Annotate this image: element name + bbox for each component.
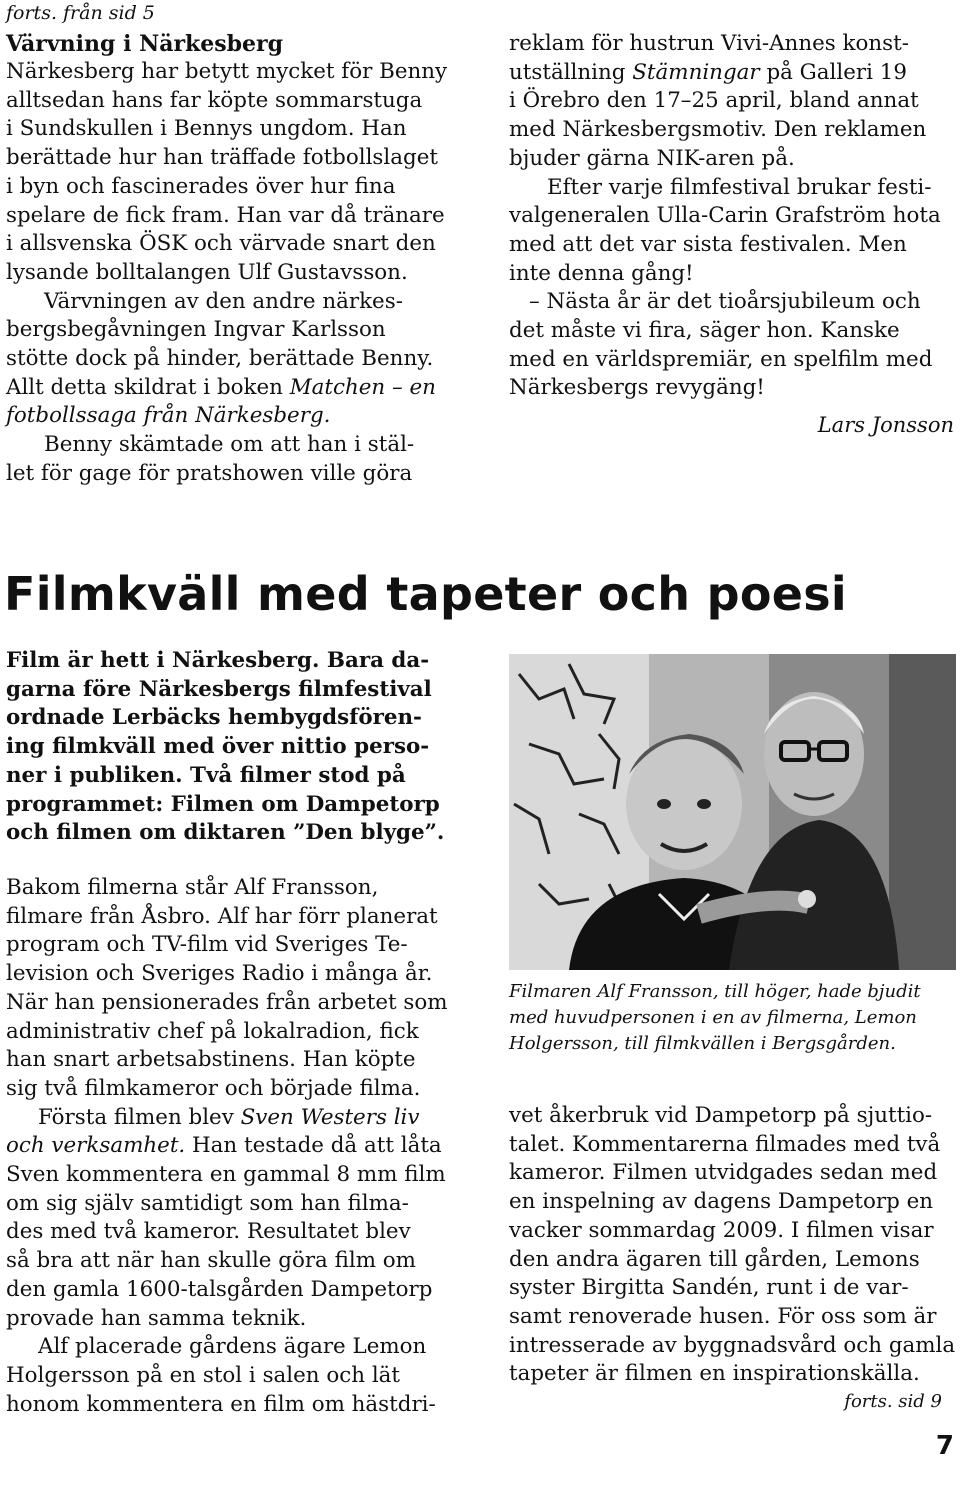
paragraph-line: bjuder gärna NIK-aren på. bbox=[509, 145, 795, 171]
paragraph-line: filmare från Åsbro. Alf har förr planerat bbox=[6, 903, 438, 929]
paragraph-line: Alf placerade gårdens ägare Lemon bbox=[38, 1334, 427, 1360]
bottom-right-column bbox=[509, 1102, 956, 1402]
lead-line: Film är hett i Närkesberg. Bara da- bbox=[6, 648, 430, 673]
paragraph-line: Efter varje filmfestival brukar festi- bbox=[547, 174, 932, 200]
paragraph-line: – Nästa år är det tioårsjubileum och bbox=[529, 289, 921, 315]
paragraph-line: program och TV-film vid Sveriges Te- bbox=[6, 932, 408, 958]
paragraph-line: bergsbegåvningen Ingvar Karlsson bbox=[6, 317, 386, 343]
paragraph-line bbox=[6, 1132, 442, 1161]
caption-line: Holgersson, till filmkvällen i Bergsgården. bbox=[509, 1033, 896, 1054]
paragraph-line: alltsedan hans far köpte sommarstuga bbox=[6, 87, 423, 113]
paragraph-line: När han pensionerades från arbetet som bbox=[6, 989, 448, 1015]
lead-line: ner i publiken. Två filmer stod på bbox=[6, 762, 406, 788]
film-title-continued: och verksamhet. bbox=[6, 1133, 186, 1159]
paragraph-line: stötte dock på hinder, berättade Benny. bbox=[6, 346, 434, 371]
paragraph-line: spelare de fick fram. Han var då tränare bbox=[6, 202, 445, 228]
paragraph-line bbox=[509, 59, 907, 88]
paragraph-line: intresserade av byggnadsvård och gamla bbox=[509, 1332, 956, 1358]
line-text: Allt detta skildrat i boken bbox=[6, 374, 290, 400]
paragraph-line: med att det var sista festivalen. Men bbox=[509, 231, 907, 257]
paragraph-line: i byn och fascinerades över hur fina bbox=[6, 173, 396, 199]
paragraph-line: valgeneralen Ulla-Carin Grafström hota bbox=[509, 203, 941, 229]
paragraph-line: det måste vi fira, säger hon. Kanske bbox=[509, 318, 900, 343]
line-text: utställning bbox=[509, 59, 633, 85]
paragraph-line: Närkesberg har betytt mycket för Benny bbox=[6, 59, 448, 84]
paragraph-line: med en världspremiär, en spelfilm med bbox=[509, 346, 933, 372]
paragraph-line: den gamla 1600-talsgården Dampetorp bbox=[6, 1276, 433, 1302]
paragraph-line: vet åkerbruk vid Dampetorp på sjuttio- bbox=[509, 1103, 933, 1128]
paragraph-line: Benny skämtade om att han i stäl- bbox=[44, 432, 415, 458]
paragraph-line: med Närkesbergsmotiv. Den reklamen bbox=[509, 117, 927, 143]
caption-line: med huvudpersonen i en av filmerna, Lemon bbox=[509, 1007, 917, 1028]
lead-line: ing filmkväll med över nittio perso- bbox=[6, 734, 430, 760]
paragraph-line: samt renoverade husen. För oss som är bbox=[509, 1303, 937, 1329]
section-heading: Värvning i Närkesberg bbox=[6, 31, 284, 57]
byline: Lars Jonsson bbox=[817, 413, 954, 437]
line-text: Första filmen blev bbox=[38, 1104, 241, 1130]
paragraph-line: Värvningen av den andre närkes- bbox=[44, 288, 403, 314]
paragraph-line: kameror. Filmen utvidgades sedan med bbox=[509, 1160, 938, 1186]
paragraph-line: syster Birgitta Sandén, runt i de var- bbox=[509, 1275, 909, 1301]
bottom-left-column bbox=[6, 874, 476, 1434]
paragraph-line: administrativ chef på lokalradion, fick bbox=[6, 1018, 419, 1044]
line-text: på Galleri 19 bbox=[759, 59, 907, 85]
article-headline: Filmkväll med tapeter och poesi bbox=[4, 567, 847, 621]
paragraph-line: Närkesbergs revygäng! bbox=[509, 375, 765, 401]
paragraph-line: en inspelning av dagens Dampetorp en bbox=[509, 1189, 934, 1215]
paragraph-line: levision och Sveriges Radio i många år. bbox=[6, 961, 433, 987]
exhibition-title: Stämningar bbox=[632, 59, 760, 85]
paragraph-line: så bra att när han skulle göra film om bbox=[6, 1248, 416, 1274]
paragraph-line: han snart arbetsabstinens. Han köpte bbox=[6, 1047, 416, 1073]
paragraph-line: berättade hur han träffade fotbollslaget bbox=[6, 145, 438, 171]
continued-from-note: forts. från sid 5 bbox=[6, 2, 155, 24]
line-text: Han testade då att låta bbox=[185, 1133, 442, 1159]
article-photo bbox=[509, 654, 956, 970]
photo-caption bbox=[509, 979, 956, 1059]
paragraph-line bbox=[38, 1104, 419, 1133]
paragraph-line: reklam för hustrun Vivi-Annes konst- bbox=[509, 31, 909, 56]
paragraph-line: den andra ägaren till gården, Lemons bbox=[509, 1246, 920, 1272]
paragraph-line: tapeter är filmen en inspirationskälla. bbox=[509, 1361, 920, 1387]
paragraph-line: let för gage för pratshowen ville göra bbox=[6, 460, 413, 486]
lead-line: och filmen om diktaren ”Den blyge”. bbox=[6, 820, 445, 846]
lead-paragraph bbox=[6, 647, 466, 857]
paragraph-line: lysande bolltalangen Ulf Gustavsson. bbox=[6, 259, 408, 285]
top-right-column bbox=[509, 30, 956, 410]
paragraph-line: om sig själv samtidigt som han filma- bbox=[6, 1190, 409, 1216]
paragraph-line: sig två filmkameror och började filma. bbox=[6, 1075, 421, 1101]
top-left-column bbox=[6, 58, 466, 498]
paragraph-line: i Örebro den 17–25 april, bland annat bbox=[509, 88, 919, 114]
lead-line: ordnade Lerbäcks hembygdsfören- bbox=[6, 705, 422, 731]
book-title-continued: fotbollssaga från Närkesberg. bbox=[6, 403, 331, 429]
lead-line: garna före Närkesbergs filmfestival bbox=[6, 676, 432, 702]
paragraph-line bbox=[6, 374, 436, 403]
lead-line: programmet: Filmen om Dampetorp bbox=[6, 791, 440, 817]
paragraph-line: inte denna gång! bbox=[509, 260, 694, 286]
continued-to-note: forts. sid 9 bbox=[844, 1391, 942, 1412]
paragraph-line: Bakom filmerna står Alf Fransson, bbox=[6, 875, 379, 900]
film-title: Sven Westers liv bbox=[240, 1104, 420, 1130]
paragraph-line: Holgersson på en stol i salen och lät bbox=[6, 1362, 401, 1388]
paragraph-line: provade han samma teknik. bbox=[6, 1305, 307, 1331]
book-title: Matchen – en bbox=[289, 374, 436, 400]
paragraph-line: vacker sommardag 2009. I filmen visar bbox=[509, 1217, 934, 1243]
paragraph-line: i allsvenska ÖSK och värvade snart den bbox=[6, 231, 436, 257]
paragraph-line: honom kommentera en film om hästdri- bbox=[6, 1391, 436, 1417]
paragraph-line: des med två kameror. Resultatet blev bbox=[6, 1219, 411, 1245]
caption-line: Filmaren Alf Fransson, till höger, hade bjudit bbox=[509, 981, 921, 1002]
paragraph-line: i Sundskullen i Bennys ungdom. Han bbox=[6, 116, 407, 142]
page-number: 7 bbox=[935, 1431, 954, 1461]
paragraph-line: talet. Kommentarerna filmades med två bbox=[509, 1131, 941, 1157]
paragraph-line: Sven kommentera en gammal 8 mm film bbox=[6, 1162, 446, 1187]
